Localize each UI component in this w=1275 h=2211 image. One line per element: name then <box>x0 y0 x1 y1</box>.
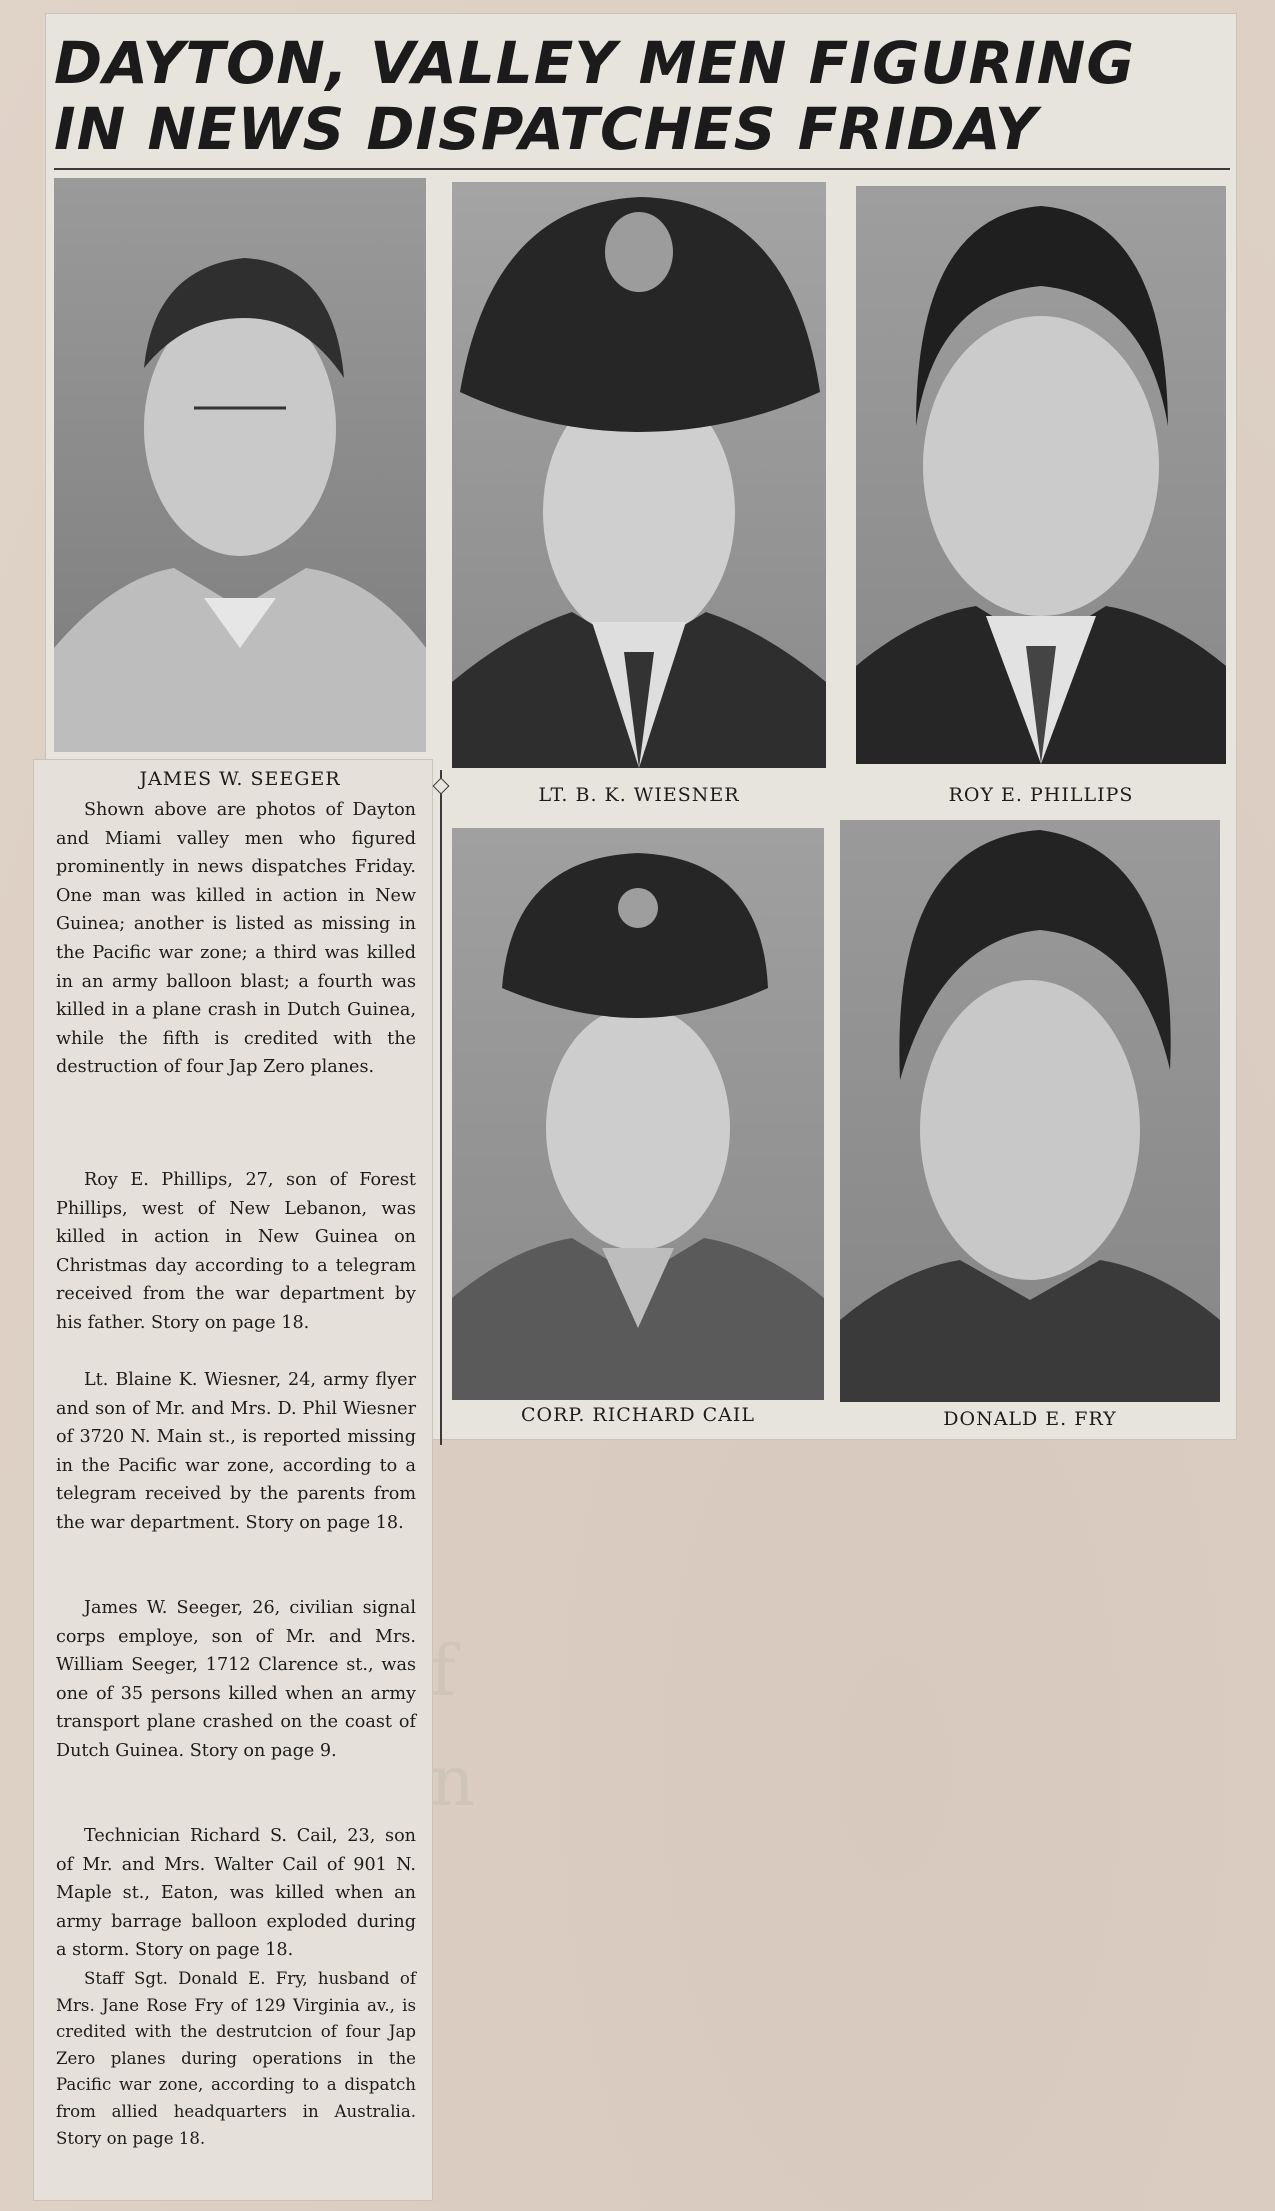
headline-line-2: IN NEWS DISPATCHES FRIDAY <box>54 95 1038 163</box>
article-paragraph: Shown above are photos of Dayton and Miami valley men who figured prominently in news dispatches Friday. One man was killed in action in New Guinea; another is listed as missing in the Pacific war zone; a third was killed in an army balloon blast; a fourth was killed in a plane crash in Dutch Guinea, while the fifth is credited with the destruction of four Jap Zero planes. <box>56 800 416 1078</box>
article-paragraph: Lt. Blaine K. Wiesner, 24, army flyer and son of Mr. and Mrs. D. Phil Wiesner of 3720 N. Main st., is reported missing in the Pacific war zone, according to a telegram received by the parents from the war department. Story on page 18. <box>56 1370 416 1533</box>
article-paragraph: James W. Seeger, 26, civilian signal corps employe, son of Mr. and Mrs. William Seeger, 1712 Clarence st., was one of 35 persons killed when an army transport plane crashed on the coast of Dutch Guinea. Story on page 9. <box>56 1598 416 1761</box>
photo-caption-phillips: ROY E. PHILLIPS <box>948 784 1134 806</box>
photo-caption-wiesner: LT. B. K. WIESNER <box>538 784 740 806</box>
article-paragraph: Technician Richard S. Cail, 23, son of Mr. and Mrs. Walter Cail of 901 N. Maple st., Eaton, was killed when an army barrage balloon exploded during a storm. Story on page 18. <box>56 1826 416 1961</box>
photo-caption-seeger: JAMES W. SEEGER <box>139 768 341 790</box>
portrait-photo-fry <box>840 820 1220 1402</box>
column-rule <box>440 770 442 1445</box>
portrait-photo-wiesner <box>452 182 826 768</box>
bleed-through-mark: f <box>430 1630 456 1712</box>
portrait-photo-seeger <box>54 178 426 752</box>
portrait-photo-cail <box>452 828 824 1400</box>
rule-under-headline <box>54 168 1230 170</box>
headline <box>54 30 1224 162</box>
portrait-photo-phillips <box>856 186 1226 764</box>
bleed-through-mark: n <box>430 1740 476 1822</box>
article-paragraph: Staff Sgt. Donald E. Fry, husband of Mrs. Jane Rose Fry of 129 Virginia av., is credited with the destrutcion of four Jap Zero planes during operations in the Pacific war zone, according to a dispatch from allied headquarters in Australia. Story on page 18. <box>56 1969 416 2148</box>
headline-line-1: DAYTON, VALLEY MEN FIGURING <box>54 29 1135 97</box>
photo-caption-fry: DONALD E. FRY <box>943 1408 1117 1430</box>
photo-caption-cail: CORP. RICHARD CAIL <box>520 1404 756 1426</box>
article-paragraph: Roy E. Phillips, 27, son of Forest Phillips, west of New Lebanon, was killed in action in New Guinea on Christmas day according to a telegram received from the war department by his father. Story on page 18. <box>56 1170 416 1333</box>
